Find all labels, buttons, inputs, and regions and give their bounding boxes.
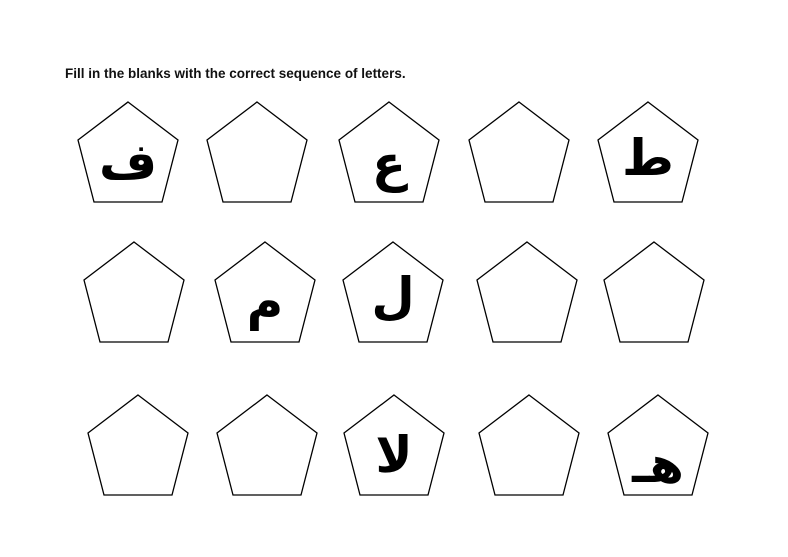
pentagon-cell-r2-c4 <box>475 240 579 344</box>
pentagon-cell-r2-c2 <box>213 240 317 344</box>
pentagon-cell-r3-c1 <box>86 393 190 497</box>
pentagon-cell-r1-c1 <box>76 100 180 204</box>
blank-letter-slot <box>82 240 186 344</box>
blank-letter-slot <box>477 393 581 497</box>
pentagon-cell-r1-c2 <box>205 100 309 204</box>
pentagon-cell-r1-c5 <box>596 100 700 204</box>
blank-letter-slot <box>215 393 319 497</box>
pentagon-cell-r3-c3 <box>342 393 446 497</box>
pentagon-cell-r2-c3 <box>341 240 445 344</box>
blank-letter-slot <box>86 393 190 497</box>
blank-letter-slot <box>205 100 309 204</box>
arabic-letter: ط <box>622 129 674 187</box>
worksheet-instruction: Fill in the blanks with the correct sequence of letters. <box>65 66 406 81</box>
pentagon-cell-r3-c4 <box>477 393 581 497</box>
arabic-letter: لا <box>375 426 413 484</box>
arabic-letter: م <box>246 273 284 331</box>
arabic-letter: ل <box>371 267 415 325</box>
blank-letter-slot <box>475 240 579 344</box>
blank-letter-slot <box>467 100 571 204</box>
arabic-letter: ع <box>371 135 407 193</box>
arabic-letter: ف <box>98 133 158 191</box>
pentagon-cell-r1-c3 <box>337 100 441 204</box>
pentagon-cell-r3-c5 <box>606 393 710 497</box>
pentagon-cell-r2-c5 <box>602 240 706 344</box>
arabic-letter: هـ <box>632 436 684 494</box>
pentagon-cell-r2-c1 <box>82 240 186 344</box>
blank-letter-slot <box>602 240 706 344</box>
pentagon-cell-r1-c4 <box>467 100 571 204</box>
pentagon-cell-r3-c2 <box>215 393 319 497</box>
